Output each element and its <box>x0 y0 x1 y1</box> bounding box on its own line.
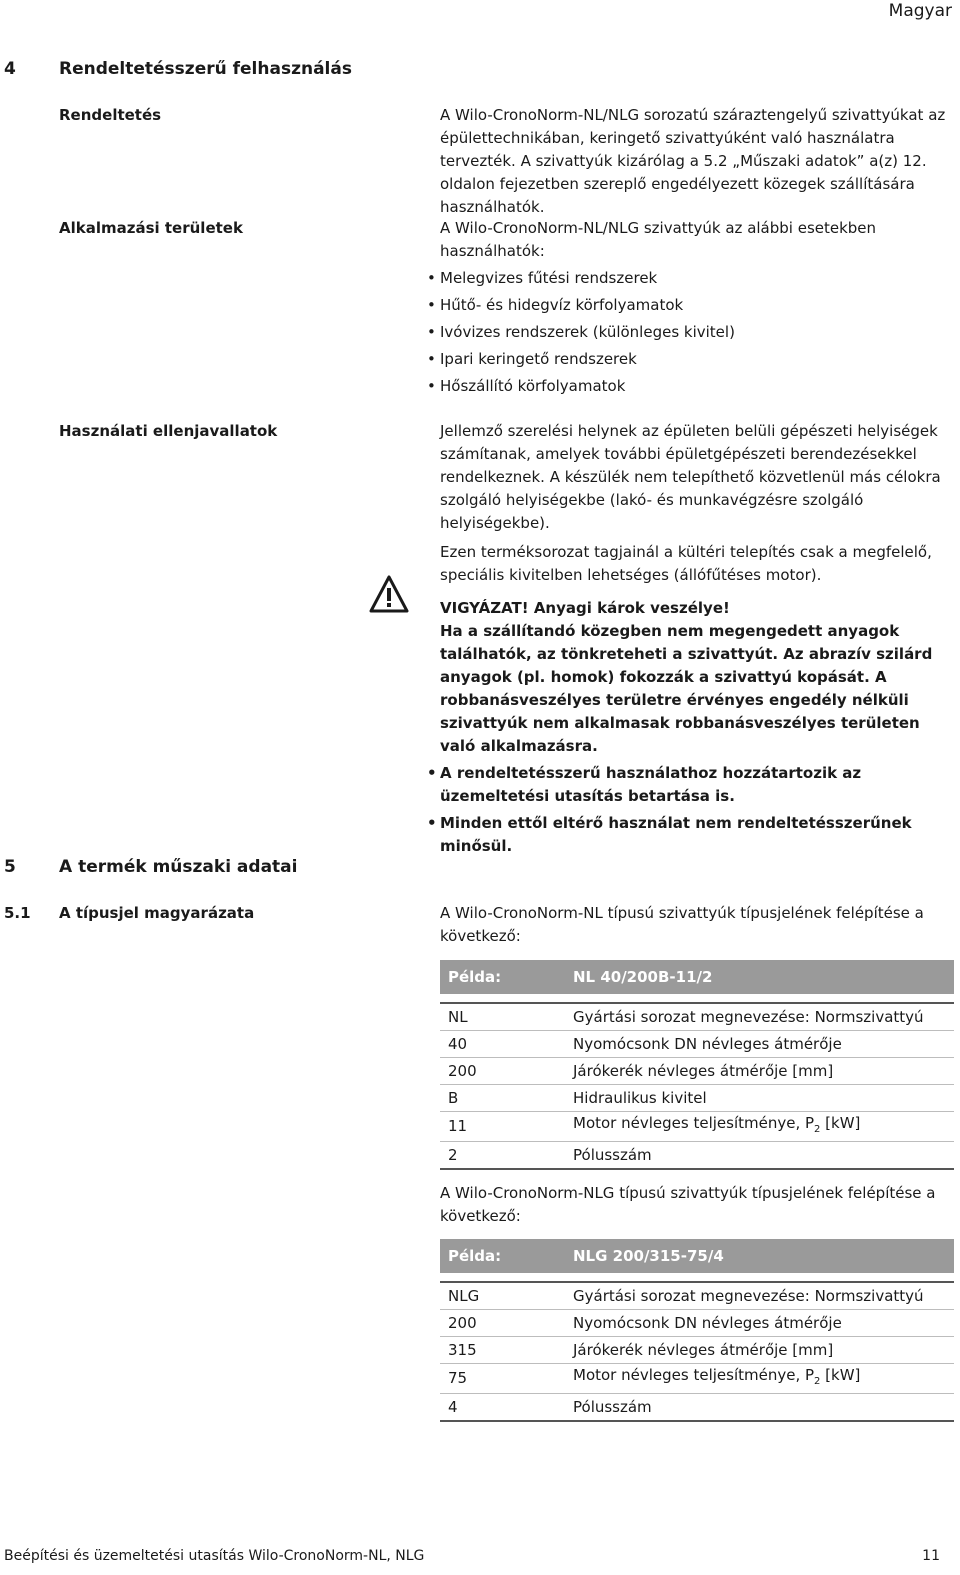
table-cell-value: Hidraulikus kivitel <box>565 1085 954 1112</box>
table-row <box>440 1142 954 1170</box>
list-item: • Hőszállító körfolyamatok <box>440 375 952 398</box>
table-row <box>440 1031 954 1058</box>
power-unit: [kW] <box>820 1114 861 1132</box>
nl-type-table <box>440 960 954 1170</box>
table-cell-value: Járókerék névleges átmérője [mm] <box>565 1337 954 1364</box>
table-header-key: Példa: <box>440 960 565 994</box>
table-row <box>440 1310 954 1337</box>
list-item: • Ivóvizes rendszerek (különleges kivitel) <box>440 321 952 344</box>
table-cell-value: Gyártási sorozat megnevezése: Normszivattyú <box>565 1003 954 1031</box>
ellenjavallatok-p1: Jellemző szerelési helynek az épületen belüli gépészeti helyiségek számítanak, amelyek további épületgépészeti berendezésekkel rendelkeznek. A készülék nem telepíthető közvetlenül más célokra szolgáló helyiségekbe (lakó- és munkavégzésre szolgáló helyiségekbe). <box>440 422 941 532</box>
table-row <box>440 1112 954 1142</box>
table-row <box>440 1337 954 1364</box>
nl-intro: A Wilo-CronoNorm-NL típusú szivattyúk típusjelének felépítése a következő: <box>440 904 924 945</box>
section-5-number: 5 <box>4 857 16 877</box>
nlg-intro: A Wilo-CronoNorm-NLG típusú szivattyúk típusjelének felépítése a következő: <box>440 1184 936 1225</box>
table-cell-value: Járókerék névleges átmérője [mm] <box>565 1058 954 1085</box>
list-item: • Minden ettől eltérő használat nem rendeltetésszerűnek minősül. <box>440 812 952 858</box>
power-unit: [kW] <box>820 1366 861 1384</box>
list-item: • Melegvizes fűtési rendszerek <box>440 267 952 290</box>
table-cell-value: Gyártási sorozat megnevezése: Normszivattyú <box>565 1282 954 1310</box>
table-header-row <box>440 1239 954 1273</box>
table-cell-key: 200 <box>440 1058 565 1085</box>
section-5-title: A termék műszaki adatai <box>59 857 298 877</box>
table-cell-key: B <box>440 1085 565 1112</box>
alkalmazasi-block <box>440 217 952 402</box>
table-cell-key: 200 <box>440 1310 565 1337</box>
table-cell-key: 11 <box>440 1112 565 1142</box>
section-5-1-number: 5.1 <box>4 904 31 922</box>
warning-text: Ha a szállítandó közegben nem megengedett anyagok találhatók, az tönkreteheti a szivattyút. Az abrazív szilárd anyagok (pl. homok) fokozzák a szivattyú kopását. A robbanásveszélyes területre érvényes engedély nélküli szivattyúk nem alkalmasak robbanásveszélyes területen való alkalmazásra. <box>440 622 933 755</box>
table-cell-key: NL <box>440 1003 565 1031</box>
table-header-value: NLG 200/315-75/4 <box>565 1239 954 1273</box>
list-item: • Ipari keringető rendszerek <box>440 348 952 371</box>
warning-triangle-icon <box>368 574 410 614</box>
table-cell-key: 315 <box>440 1337 565 1364</box>
table-cell-value <box>565 1364 954 1394</box>
list-item: • A rendeltetésszerű használathoz hozzátartozik az üzemeltetési utasítás betartása is. <box>440 762 952 808</box>
warning-title: VIGYÁZAT! Anyagi károk veszélye! <box>440 599 730 617</box>
table-row <box>440 1085 954 1112</box>
section-4-title: Rendeltetésszerű felhasználás <box>59 59 352 79</box>
alkalmazasi-intro: A Wilo-CronoNorm-NL/NLG szivattyúk az alábbi esetekben használhatók: <box>440 219 877 260</box>
table-row <box>440 1394 954 1422</box>
table-cell-value: Nyomócsonk DN névleges átmérője <box>565 1310 954 1337</box>
language-label: Magyar <box>888 1 952 21</box>
table-cell-value: Pólusszám <box>565 1142 954 1170</box>
table-cell-key: 2 <box>440 1142 565 1170</box>
section-4-number: 4 <box>4 59 16 79</box>
power-subscript: 2 <box>814 1124 821 1135</box>
ellenjavallatok-block <box>440 420 952 862</box>
table-cell-key: 40 <box>440 1031 565 1058</box>
table-cell-key: NLG <box>440 1282 565 1310</box>
table-row <box>440 1282 954 1310</box>
table-header-key: Példa: <box>440 1239 565 1273</box>
table-cell-value: Nyomócsonk DN névleges átmérője <box>565 1031 954 1058</box>
rendeltetes-label: Rendeltetés <box>59 106 162 124</box>
nlg-type-table <box>440 1239 954 1422</box>
rendeltetes-text: A Wilo-CronoNorm-NL/NLG sorozatú száraztengelyű szivattyúkat az épülettechnikában, keringető szivattyúként való használatra tervezték. A szivattyúk kizárólag a 5.2 „Műszaki adatok” a(z) 12. oldalon fejezetben szereplő engedélyezett közegek szállítására használhatók. <box>440 106 946 216</box>
ellenjavallatok-p2: Ezen terméksorozat tagjainál a kültéri telepítés csak a megfelelő, speciális kivitelben lehetséges (állófűtéses motor). <box>440 543 932 584</box>
list-item: • Hűtő- és hidegvíz körfolyamatok <box>440 294 952 317</box>
power-label: Motor névleges teljesítménye, P <box>573 1114 815 1132</box>
table-cell-value <box>565 1112 954 1142</box>
table-header-value: NL 40/200B-11/2 <box>565 960 954 994</box>
table-cell-key: 75 <box>440 1364 565 1394</box>
warning-list <box>440 762 952 858</box>
section-5-1-title: A típusjel magyarázata <box>59 904 255 922</box>
power-label: Motor névleges teljesítménye, P <box>573 1366 815 1384</box>
table-cell-value: Pólusszám <box>565 1394 954 1422</box>
footer-title: Beépítési és üzemeltetési utasítás Wilo-CronoNorm-NL, NLG <box>4 1548 425 1564</box>
table-row <box>440 1003 954 1031</box>
table-cell-key: 4 <box>440 1394 565 1422</box>
table-header-row <box>440 960 954 994</box>
table-row <box>440 1364 954 1394</box>
page-number: 11 <box>922 1548 940 1564</box>
alkalmazasi-label: Alkalmazási területek <box>59 219 243 237</box>
ellenjavallatok-label: Használati ellenjavallatok <box>59 422 278 440</box>
power-subscript: 2 <box>814 1376 821 1387</box>
table-row <box>440 1058 954 1085</box>
alkalmazasi-list <box>440 267 952 398</box>
